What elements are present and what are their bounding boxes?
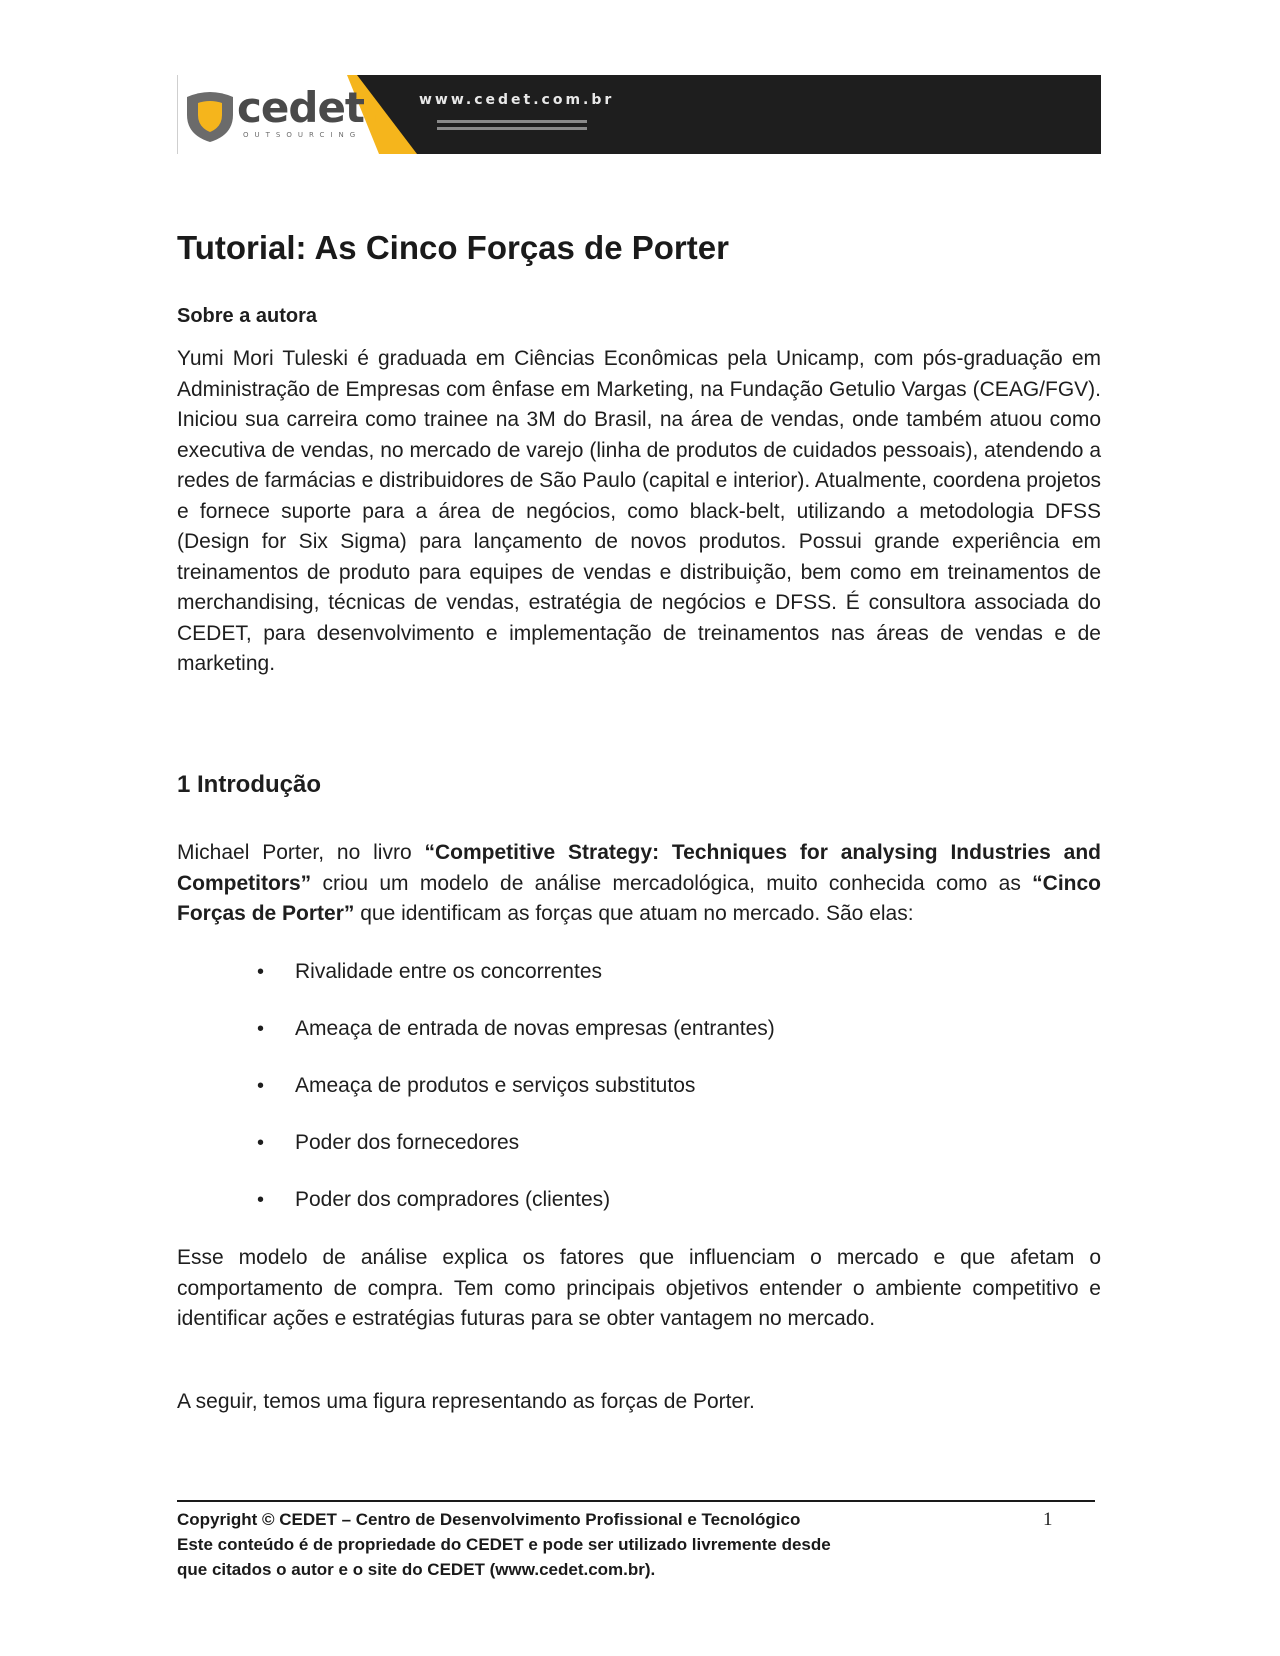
figure-intro-paragraph: A seguir, temos uma figura representando as forças de Porter. xyxy=(177,1390,755,1413)
bullet-icon: • xyxy=(257,1018,265,1040)
header-banner xyxy=(177,75,1101,154)
list-item-text: Poder dos compradores (clientes) xyxy=(295,1188,611,1211)
author-bio: Yumi Mori Tuleski é graduada em Ciências Econômicas pela Unicamp, com pós-graduação em Administração de Empresas com ênfase em Marketing, na Fundação Getulio Vargas (CEAG/FGV). Iniciou sua carreira como trainee na 3M do Brasil, na área de vendas, onde também atuou como executiva de vendas, no mercado de varejo (linha de produtos de cuidados pessoais), atendendo a redes de farmácias e distribuidores de São Paulo (capital e interior). Atualmente, coordena projetos e fornece suporte para a área de negócios, como black-belt, utilizando a metodologia DFSS (Design for Six Sigma) para lançamento de novos produtos. Possui grande experiência em treinamentos de produto para equipes de vendas e distribuição, bem como em treinamentos de merchandising, técnicas de vendas, estratégia de negócios e DFSS. É consultora associada do CEDET, para desenvolvimento e implementação de treinamentos nas áreas de vendas e de marketing. xyxy=(177,347,1101,675)
logo-subtitle: OUTSOURCING xyxy=(243,131,362,139)
intro-text: que identificam as forças que atuam no mercado. São elas: xyxy=(354,902,914,925)
model-paragraph: Esse modelo de análise explica os fatores que influenciam o mercado e que afetam o comportamento de compra. Tem como principais objetivos entender o ambiente competitivo e identificar ações e estratégias futuras para se obter vantagem no mercado. xyxy=(177,1246,1101,1330)
list-item-text: Ameaça de entrada de novas empresas (entrantes) xyxy=(295,1017,775,1040)
banner-left-edge xyxy=(177,75,178,154)
footer-notice-line: Este conteúdo é de propriedade do CEDET e pode ser utilizado livremente desde xyxy=(177,1535,831,1554)
logo-wordmark: cedet. xyxy=(237,83,379,132)
list-item xyxy=(177,957,1101,1014)
model-name: “Cinco Forças de Porter” xyxy=(177,871,1101,925)
intro-text: criou um modelo de análise mercadológica, muito conhecida como as xyxy=(311,871,1033,895)
bullet-icon: • xyxy=(257,961,265,983)
website-url: www.cedet.com.br xyxy=(419,92,615,108)
list-item-text: Poder dos fornecedores xyxy=(295,1131,520,1154)
list-item xyxy=(177,1014,1101,1071)
author-heading: Sobre a autora xyxy=(177,305,318,327)
banner-address-line xyxy=(437,120,587,123)
page-number: 1 xyxy=(1043,1509,1053,1530)
bullet-icon: • xyxy=(257,1132,265,1154)
bullet-icon: • xyxy=(257,1075,265,1097)
list-item xyxy=(177,1128,1101,1185)
document-title: Tutorial: As Cinco Forças de Porter xyxy=(177,229,729,266)
footer-copyright: Copyright © CEDET – Centro de Desenvolvimento Profissional e Tecnológico xyxy=(177,1510,801,1529)
intro-paragraph xyxy=(177,838,1101,930)
footer-divider xyxy=(177,1500,1095,1502)
forces-list xyxy=(177,957,1101,1242)
banner-address-line xyxy=(437,127,587,130)
footer xyxy=(177,1507,1101,1582)
section-heading: 1 Introdução xyxy=(177,771,322,798)
list-item xyxy=(177,1071,1101,1128)
footer-notice-line: que citados o autor e o site do CEDET (www.cedet.com.br). xyxy=(177,1560,656,1579)
list-item-text: Rivalidade entre os concorrentes xyxy=(295,960,603,983)
list-item xyxy=(177,1185,1101,1242)
bullet-icon: • xyxy=(257,1189,265,1211)
intro-text: Michael Porter, no livro xyxy=(177,841,425,864)
list-item-text: Ameaça de produtos e serviços substitutos xyxy=(295,1074,696,1097)
book-title: “Competitive Strategy: Techniques for analysing Industries and Competitors” xyxy=(177,841,1101,895)
shield-icon xyxy=(183,89,237,143)
